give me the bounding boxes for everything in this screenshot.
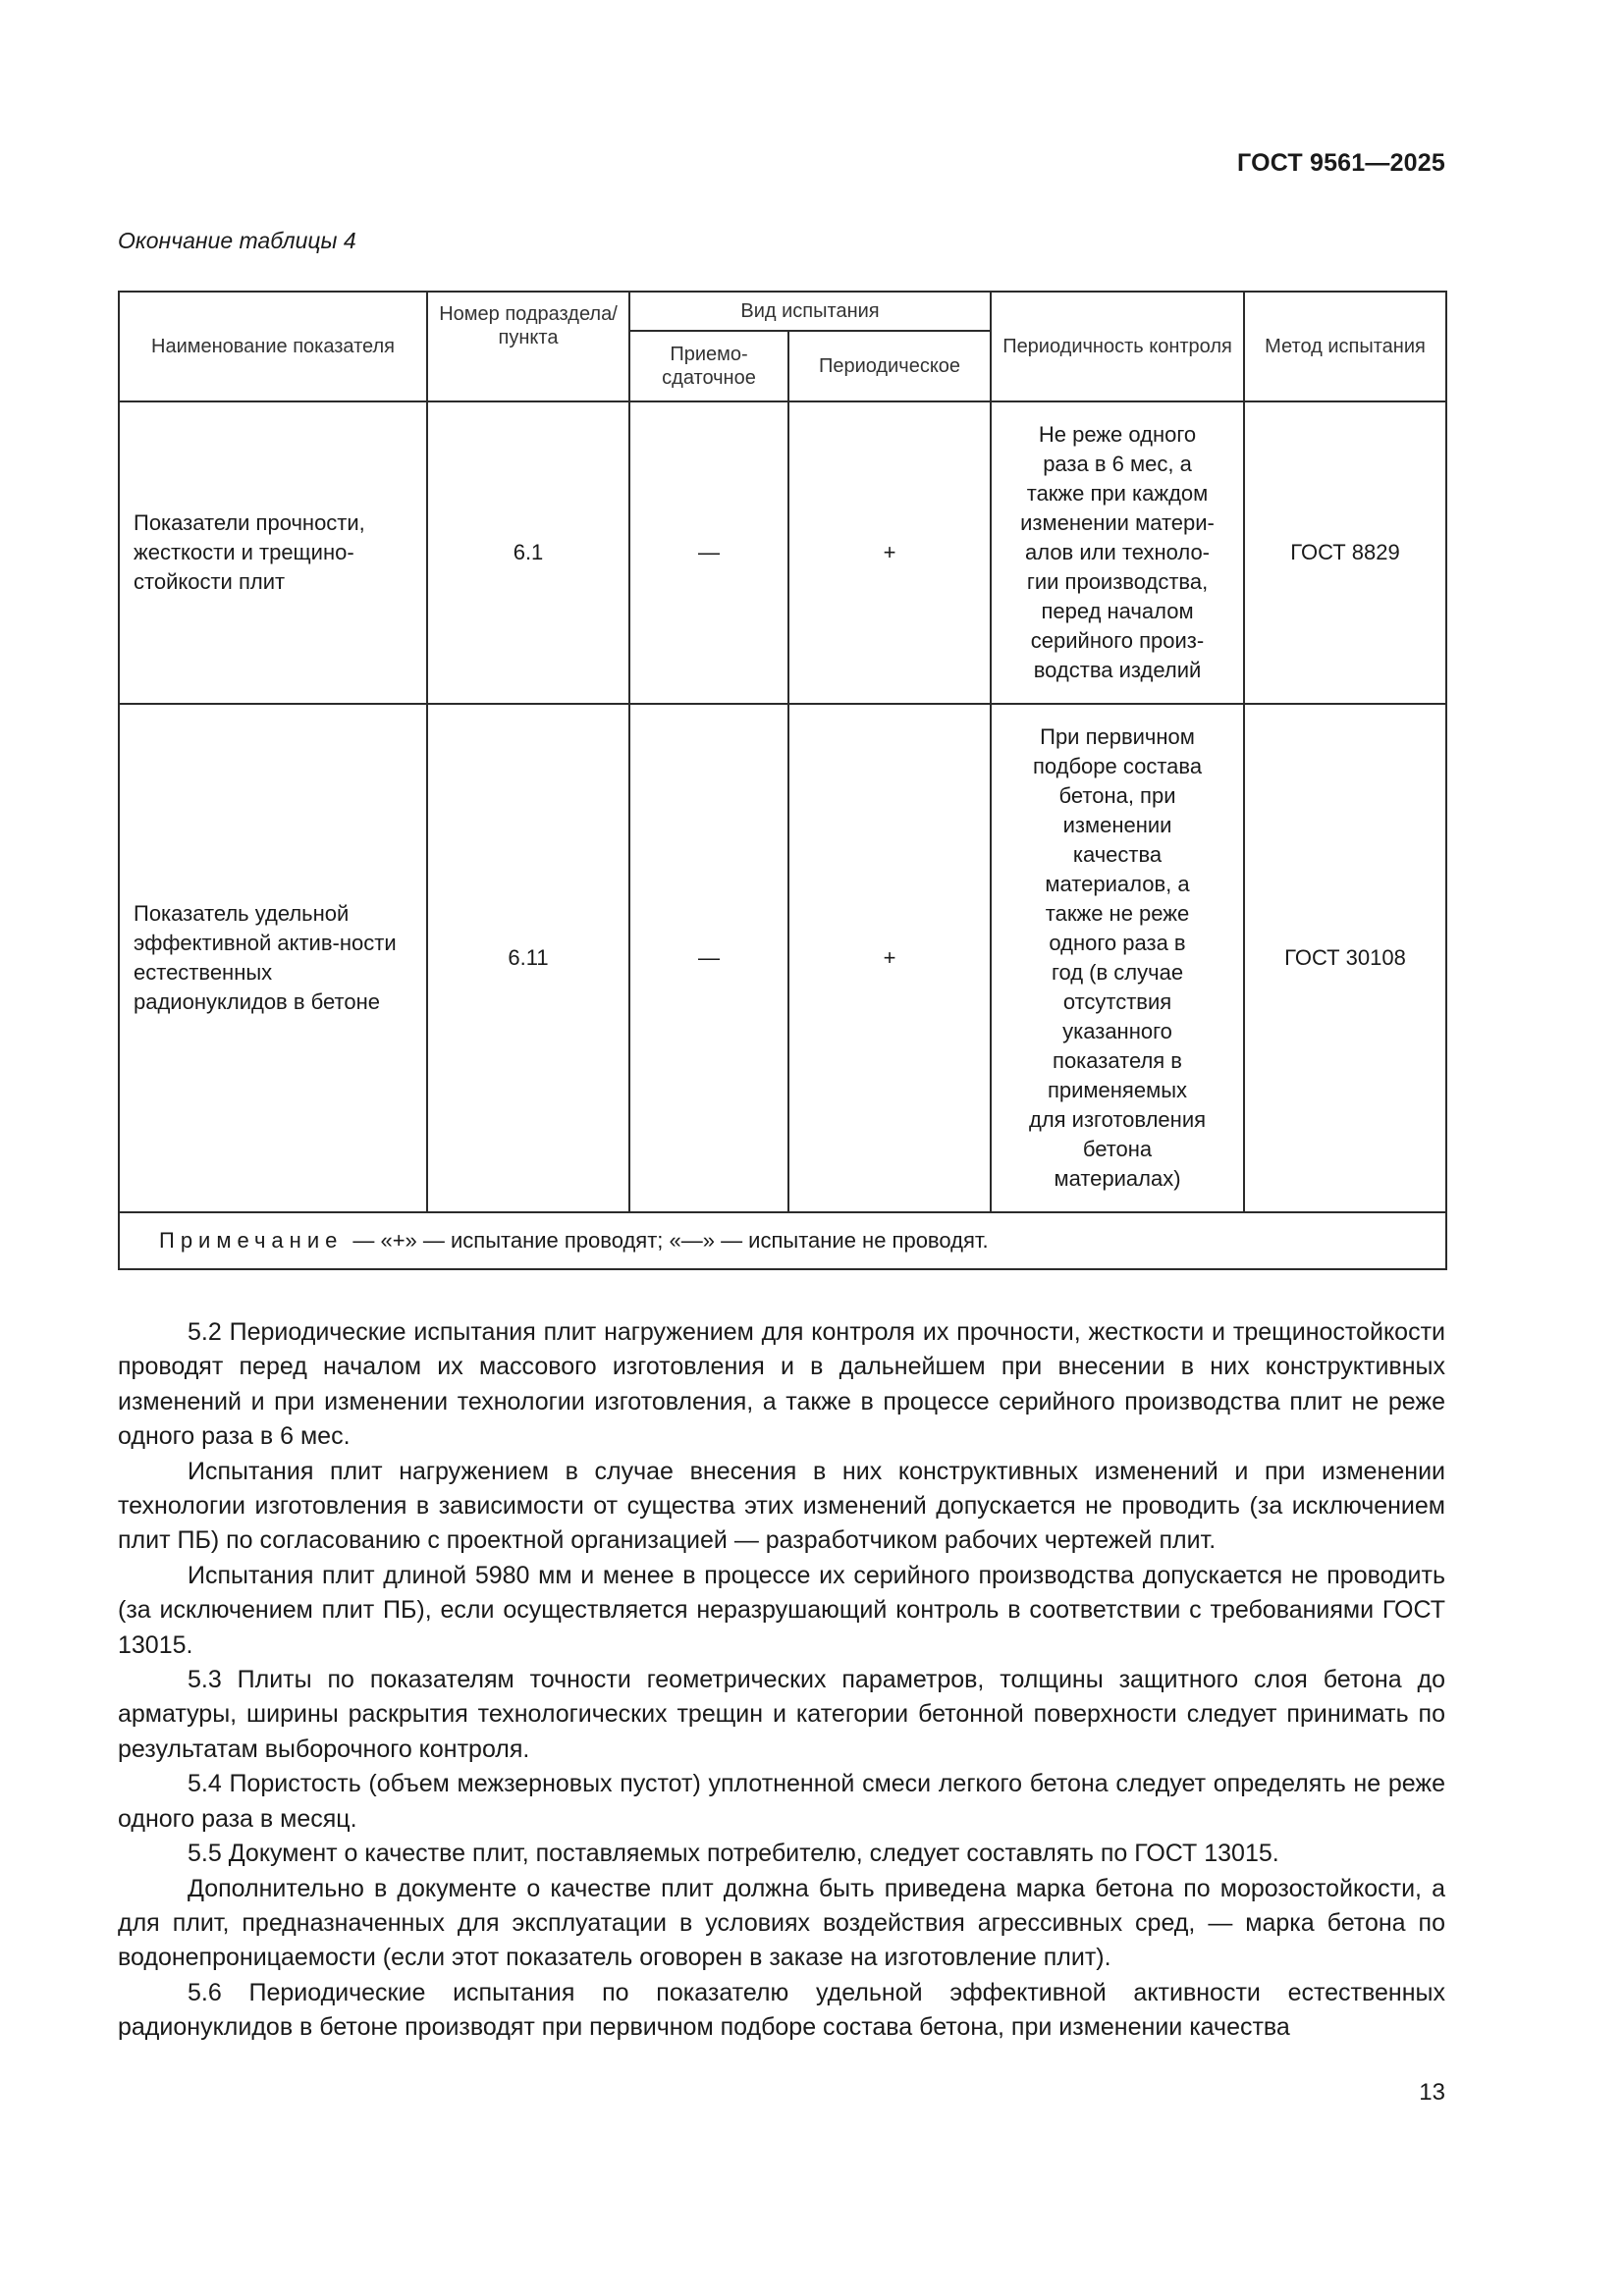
row-frequency: При первичном подборе состава бетона, при изменении качества материалов, а также не реже одного раза в год (в случае отсутствия указанного показателя в применяемых для изготовления бетона материалах): [991, 704, 1244, 1212]
table-4: [118, 291, 1447, 1270]
paragraph-5-6: 5.6 Периодические испытания по показателю удельной эффективной активности естественных радионуклидов в бетоне производят при первичном подборе состава бетона, при изменении качества: [118, 1978, 1445, 2042]
note-text: — «+» — испытание проводят; «—» — испытание не проводят.: [352, 1228, 989, 1253]
header-section-number: Номер подраздела/ пункта: [427, 292, 629, 401]
row-acceptance: —: [629, 401, 788, 704]
row-acceptance: —: [629, 704, 788, 1212]
row-method: ГОСТ 30108: [1244, 704, 1446, 1212]
row-method: ГОСТ 8829: [1244, 401, 1446, 704]
paragraph: Испытания плит длиной 5980 мм и менее в процессе их серийного производства допускается не проводить (за исключением плит ПБ), если осуществляется неразрушающий контроль в соответствии с требованиями ГОСТ 13015.: [118, 1561, 1445, 1659]
row-name: Показатель удельной эффективной актив-ности естественных радионуклидов в бетоне: [119, 704, 427, 1212]
paragraph-5-2: 5.2 Периодические испытания плит нагружением для контроля их прочности, жесткости и трещиностойкости проводят перед началом их массового изготовления и в дальнейшем при внесении в них конструктивных изменений и при изменении технологии изготовления, а также в процессе серийного производства плит не реже одного раза в 6 мес.: [118, 1318, 1445, 1451]
table-continuation-caption: Окончание таблицы 4: [118, 228, 356, 253]
header-test-type: Вид испытания: [629, 292, 991, 331]
document-code: ГОСТ 9561—2025: [1237, 149, 1445, 177]
header-name: Наименование показателя: [119, 292, 427, 401]
row-periodic: +: [788, 401, 991, 704]
paragraph: Испытания плит нагружением в случае внесения в них конструктивных изменений и при изменении технологии изготовления в зависимости от существа этих изменений допускается не проводить (за исключением плит ПБ) по согласованию с проектной организацией — разработчиком рабочих чертежей плит.: [118, 1457, 1445, 1555]
body-text: [118, 1315, 1445, 2046]
table-row: [119, 704, 1446, 1212]
page-number: 13: [1419, 2079, 1445, 2106]
header-method: Метод испытания: [1244, 292, 1446, 401]
row-section: 6.11: [427, 704, 629, 1212]
row-periodic: +: [788, 704, 991, 1212]
table-note-row: [119, 1212, 1446, 1269]
paragraph-5-3: 5.3 Плиты по показателям точности геометрических параметров, толщины защитного слоя бетона до арматуры, ширины раскрытия технологических трещин и категории бетонной поверхности следует принимать по результатам выборочного контроля.: [118, 1666, 1445, 1763]
header-acceptance: Приемо- сдаточное: [629, 331, 788, 401]
table-row: [119, 401, 1446, 704]
note-lead: Примечание: [159, 1228, 344, 1253]
table-note: [119, 1212, 1446, 1269]
row-name: Показатели прочности, жесткости и трещино-стойкости плит: [119, 401, 427, 704]
row-frequency: Не реже одного раза в 6 мес, а также при каждом изменении матери- алов или техноло- гии производства, перед началом серийного произ- водства изделий: [991, 401, 1244, 704]
paragraph: Дополнительно в документе о качестве плит должна быть приведена марка бетона по морозостойкости, а для плит, предназначенных для эксплуатации в условиях воздействия агрессивных сред, — марка бетона по водонепроницаемости (если этот показатель оговорен в заказе на изготовление плит).: [118, 1874, 1445, 1972]
paragraph-5-5: 5.5 Документ о качестве плит, поставляемых потребителю, следует составлять по ГОСТ 13015.: [188, 1840, 1279, 1868]
paragraph-5-4: 5.4 Пористость (объем межзерновых пустот) уплотненной смеси легкого бетона следует определять не реже одного раза в месяц.: [118, 1770, 1445, 1833]
header-frequency: Периодичность контроля: [991, 292, 1244, 401]
row-section: 6.1: [427, 401, 629, 704]
header-periodic: Периодическое: [788, 331, 991, 401]
